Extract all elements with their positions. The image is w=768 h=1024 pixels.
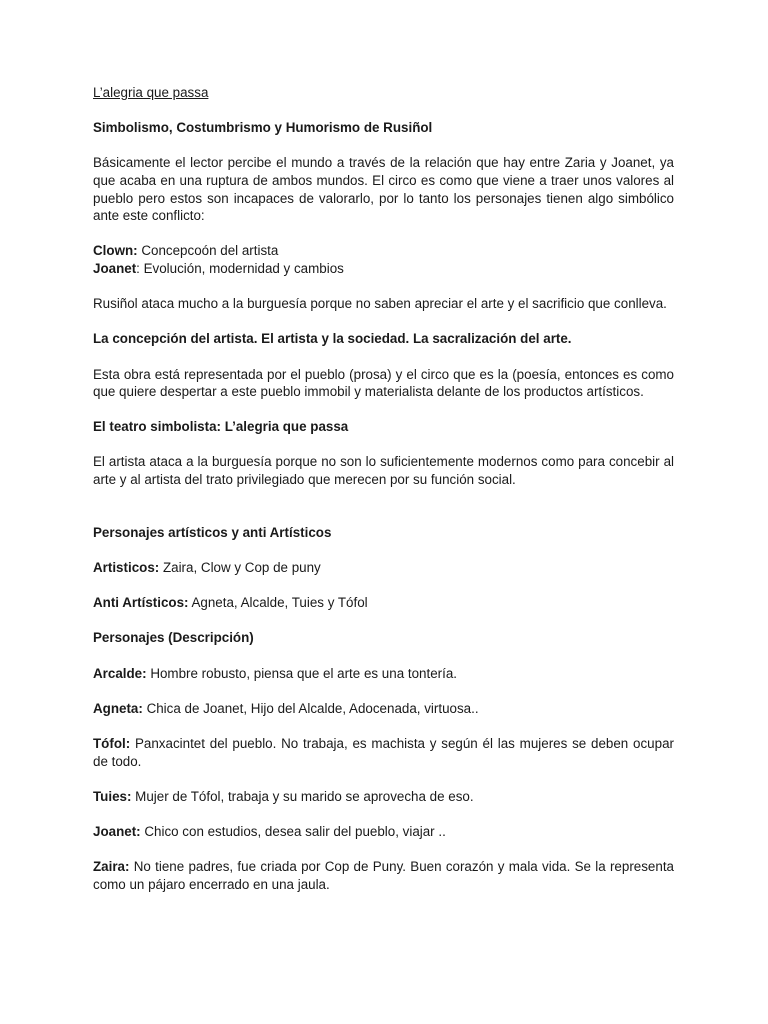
section-heading-simbolismo: Simbolismo, Costumbrismo y Humorismo de Rusiñol [93, 120, 433, 136]
symbol-text-clown: Concepcoón del artista [137, 243, 279, 259]
line-artisticos [93, 559, 674, 577]
character-label: Tuies: [93, 788, 132, 804]
paragraph-obra: Esta obra está representada por el pueblo (prosa) y el circo que es la (poesía, entonces es como que quiere despertar a este pueblo immobil y materialista delante de los productos artísticos. [93, 366, 674, 400]
document-title: L’alegria que passa [93, 85, 209, 100]
character-description: Hombre robusto, piensa que el arte es una tontería. [146, 665, 457, 681]
label-artisticos: Artisticos: [93, 560, 160, 576]
symbol-label-joanet: Joanet [93, 260, 137, 276]
section-heading-personajes-artisticos: Personajes artísticos y anti Artísticos [93, 524, 332, 540]
text-anti-artisticos: Agneta, Alcalde, Tuies y Tófol [188, 595, 368, 611]
character-zaira [93, 858, 674, 893]
paragraph-burguesia: Rusiñol ataca mucho a la burguesía porque no saben apreciar el arte y el sacrificio que conlleva. [93, 296, 667, 312]
label-anti-artisticos: Anti Artísticos: [93, 595, 189, 611]
symbol-line-clown [93, 242, 674, 260]
character-joanet [93, 823, 674, 841]
character-agneta [93, 700, 674, 718]
text-artisticos: Zaira, Clow y Cop de puny [159, 560, 321, 576]
section-heading-personajes-descripcion: Personajes (Descripción) [93, 630, 254, 646]
character-description: Mujer de Tófol, trabaja y su marido se aprovecha de eso. [131, 788, 474, 804]
symbol-text-joanet: : Evolución, modernidad y cambios [136, 260, 344, 276]
character-arcalde [93, 665, 674, 683]
character-label: Agneta: [93, 700, 143, 716]
character-label: Arcalde: [93, 665, 147, 681]
paragraph-relacion: Básicamente el lector percibe el mundo a través de la relación que hay entre Zaria y Joanet, ya que acaba en una ruptura de ambos mundos. El circo es como que viene a traer unos valores al pueblo pero estos son incapaces de valorarlo, por lo tanto los personajes tienen algo simbólico ante este conflicto: [93, 155, 674, 224]
paragraph-artista: El artista ataca a la burguesía porque no son lo suficientemente modernos como para concebir al arte y al artista del trato privilegiado que merecen por su función social. [93, 454, 674, 488]
character-label: Tófol: [93, 735, 131, 751]
section-heading-teatro: El teatro simbolista: L’alegria que passa [93, 419, 349, 435]
character-tuies [93, 788, 674, 806]
character-description: Panxacintet del pueblo. No trabaja, es machista y según él las mujeres se deben ocupar de todo. [93, 735, 674, 769]
symbol-line-joanet [93, 260, 674, 278]
character-description: Chica de Joanet, Hijo del Alcalde, Adocenada, virtuosa.. [142, 700, 479, 716]
character-label: Joanet: [93, 823, 141, 839]
character-description: Chico con estudios, desea salir del pueblo, viajar .. [140, 823, 446, 839]
character-tofol [93, 735, 674, 770]
document-page [93, 84, 674, 911]
section-heading-concepcion: La concepción del artista. El artista y la sociedad. La sacralización del arte. [93, 331, 572, 347]
character-description: No tiene padres, fue criada por Cop de Puny. Buen corazón y mala vida. Se la representa como un pájaro encerrado en una jaula. [93, 859, 674, 892]
character-label: Zaira: [93, 859, 130, 875]
line-anti-artisticos [93, 594, 674, 612]
symbol-label-clown: Clown: [93, 243, 138, 259]
